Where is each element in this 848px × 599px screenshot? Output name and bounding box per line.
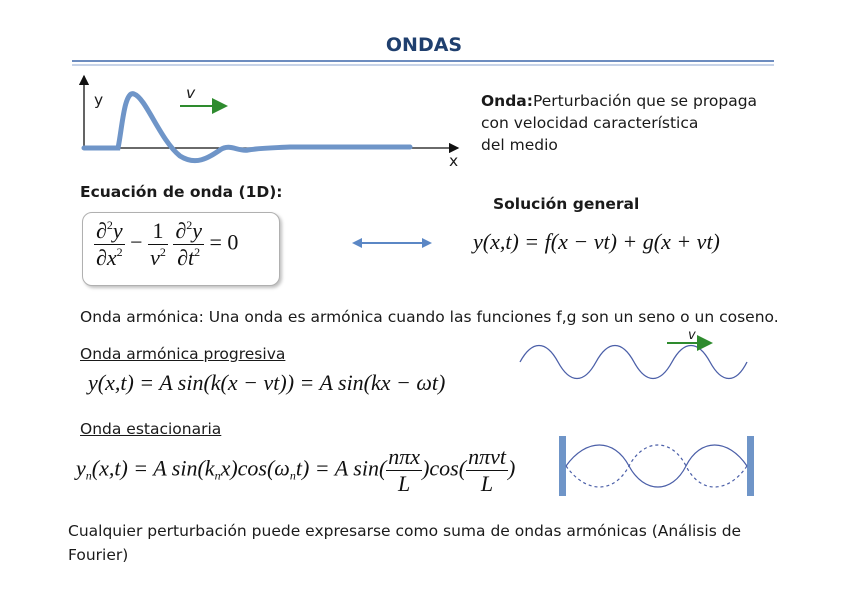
progressive-velocity-label: v [688, 328, 696, 343]
general-solution-formula: y(x,t) = f(x − vt) + g(x + vt) [473, 229, 720, 254]
pulse-diagram [70, 70, 470, 180]
definition-line-1: Perturbación que se propaga [532, 92, 758, 110]
wave-equation [94, 218, 238, 271]
harmonic-definition: Onda armónica: Una onda es armónica cuando las funciones f,g son un seno o un coseno. [80, 308, 779, 326]
d2y-dt2: $\frac{\partial^2y}{\partial t^2}$ [175, 218, 202, 270]
d2y-dx2: $\frac{\partial^2y}{\partial x^2}$ [96, 218, 123, 270]
general-solution-heading: Solución general [493, 195, 640, 213]
double-arrow-icon [352, 236, 432, 250]
left-wall [559, 436, 566, 496]
definition-term: Onda: [481, 92, 533, 110]
progressive-sine [520, 346, 747, 379]
definition-line-2: con velocidad característica [481, 114, 699, 132]
pulse-wave [84, 94, 410, 161]
standing-wave-diagram [556, 432, 762, 504]
title-rule-shadow [72, 64, 774, 66]
npix-over-L: $\frac{\text{nπx}}{L}$ [388, 444, 421, 496]
standing-heading: Onda estacionaria [80, 420, 222, 438]
definition-line-3: del medio [481, 136, 558, 154]
wave-definition [481, 90, 757, 156]
progressive-wave-diagram [515, 330, 755, 400]
one-over-v2: $\frac{1}{v^2}$ [150, 218, 166, 270]
velocity-label: v [186, 84, 196, 102]
fourier-note: Cualquier perturbación puede expresarse como suma de ondas armónicas (Análisis de Fourier) [68, 522, 742, 564]
x-axis-label: x [449, 152, 459, 170]
standing-formula: $y_n(x,t) = A$ $\sin(k_nx)\cos(\omega_nt) = A$ sin( $\frac{\text{nπx}}{L}$ )cos( $\frac{\text{nπvt}}{L}$ ) [76, 444, 516, 496]
progressive-heading: Onda armónica progresiva [80, 345, 286, 363]
progressive-formula: y(x,t) = A sin(k(x − vt)) = A sin(kx − ωt) [88, 370, 446, 395]
right-wall [747, 436, 754, 496]
npivt-over-L: $\frac{\text{nπvt}}{L}$ [468, 444, 506, 496]
standing-wave-dashed [566, 445, 747, 487]
title-rule [72, 60, 774, 62]
minus-sign: − [130, 229, 143, 255]
equals-zero: = 0 [209, 229, 239, 255]
wave-equation-heading: Ecuación de onda (1D): [80, 183, 283, 201]
y-axis-label: y [94, 91, 104, 109]
page-title: ONDAS [385, 34, 463, 56]
standing-wave-solid [566, 445, 747, 487]
